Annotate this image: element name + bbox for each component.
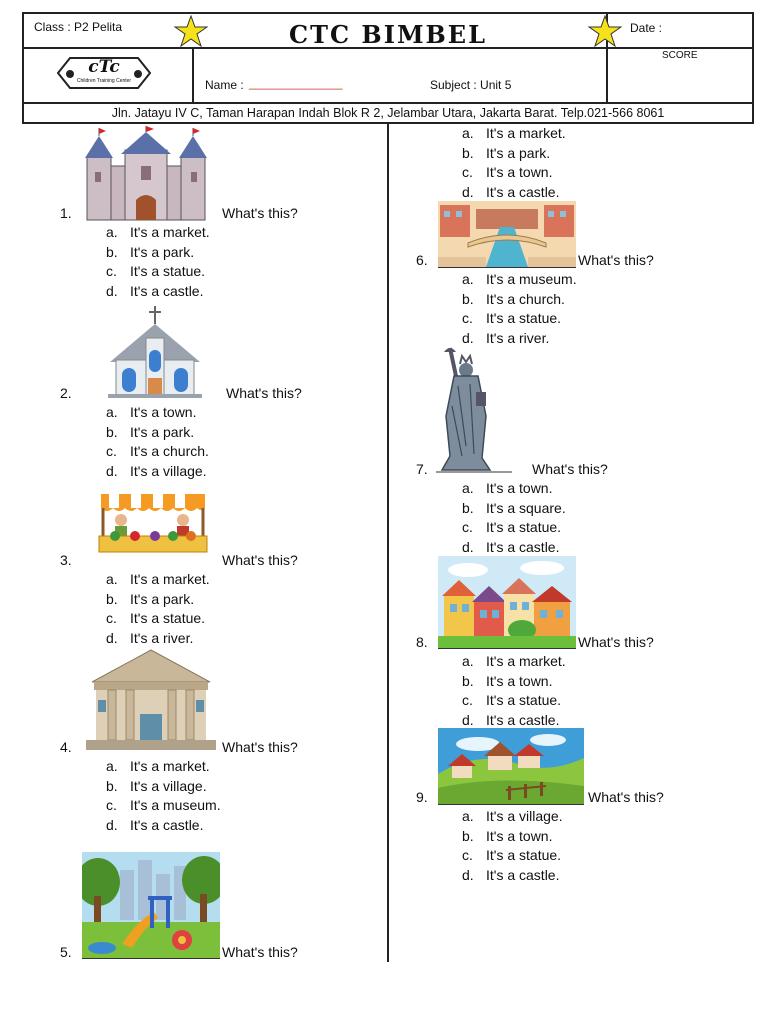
option-c[interactable]: c. It's a statue.	[106, 263, 206, 279]
option-d[interactable]: d. It's a castle.	[462, 538, 560, 555]
options-4	[106, 757, 221, 835]
option-a[interactable]: a. It's a museum.	[462, 271, 577, 287]
question-prompt: What's this?	[532, 461, 608, 477]
option-a[interactable]: a. It's a market.	[462, 125, 566, 141]
answer-underline	[82, 958, 220, 959]
question-prompt: What's this?	[588, 789, 664, 805]
river-icon	[438, 201, 576, 267]
option-b[interactable]: b. It's a square.	[462, 499, 566, 516]
castle-icon	[83, 126, 209, 222]
options-6	[462, 270, 577, 348]
option-b[interactable]: b. It's a park.	[106, 423, 195, 440]
option-c[interactable]: c. It's a church.	[106, 443, 209, 459]
option-a[interactable]: a. It's a market.	[106, 571, 210, 587]
option-d[interactable]: d. It's a castle.	[462, 866, 560, 883]
option-d[interactable]: d. It's a castle.	[462, 711, 560, 728]
option-c[interactable]: c. It's a statue.	[462, 847, 562, 863]
options-5	[462, 124, 566, 202]
option-d[interactable]: d. It's a castle.	[106, 282, 204, 299]
header-divider	[192, 47, 194, 102]
option-b[interactable]: b. It's a village.	[106, 777, 207, 794]
park-icon	[82, 852, 220, 958]
question-number: 2.	[60, 385, 72, 401]
question-prompt: What's this?	[226, 385, 302, 401]
answer-underline	[438, 267, 576, 268]
logo-subtitle: Children Training Center	[76, 78, 132, 84]
option-b[interactable]: b. It's a town.	[462, 827, 553, 844]
question-prompt: What's this?	[222, 552, 298, 568]
page-title: CTC BIMBEL	[289, 20, 487, 49]
option-a[interactable]: a. It's a town.	[462, 480, 553, 496]
museum-icon	[86, 648, 216, 750]
option-d[interactable]: d. It's a village.	[106, 462, 207, 479]
question-number: 3.	[60, 552, 72, 568]
option-a[interactable]: a. It's a market.	[106, 224, 210, 240]
option-b[interactable]: b. It's a church.	[462, 290, 565, 307]
question-number: 5.	[60, 944, 72, 960]
question-prompt: What's this?	[578, 252, 654, 268]
question-number: 4.	[60, 739, 72, 755]
column-divider	[387, 124, 389, 962]
logo-text: cTc	[88, 57, 120, 77]
statue-icon	[436, 346, 512, 474]
worksheet-header	[22, 12, 754, 124]
name-field[interactable]: ______________	[249, 76, 343, 90]
question-number: 9.	[416, 789, 428, 805]
option-a[interactable]: a. It's a market.	[462, 653, 566, 669]
question-prompt: What's this?	[222, 205, 298, 221]
town-icon	[438, 556, 576, 648]
option-c[interactable]: c. It's a museum.	[106, 797, 221, 813]
option-d[interactable]: d. It's a river.	[106, 629, 194, 646]
question-prompt: What's this?	[578, 634, 654, 650]
option-a[interactable]: a. It's a town.	[106, 404, 197, 420]
subject-label: Subject : Unit 5	[430, 78, 512, 92]
option-c[interactable]: c. It's a statue.	[462, 310, 562, 326]
address-line: Jln. Jatayu IV C, Taman Harapan Indah Blok R 2, Jelambar Utara, Jakarta Barat. Telp.021-566 8061	[111, 106, 665, 120]
option-b[interactable]: b. It's a town.	[462, 672, 553, 689]
church-icon	[108, 306, 202, 398]
options-8	[462, 652, 566, 730]
question-number: 1.	[60, 205, 72, 221]
option-d[interactable]: d. It's a river.	[462, 329, 550, 346]
option-d[interactable]: d. It's a castle.	[106, 816, 204, 833]
option-c[interactable]: c. It's a statue.	[106, 610, 206, 626]
question-number: 6.	[416, 252, 428, 268]
option-c[interactable]: c. It's a statue.	[462, 519, 562, 535]
question-prompt: What's this?	[222, 739, 298, 755]
option-c[interactable]: c. It's a statue.	[462, 692, 562, 708]
option-d[interactable]: d. It's a castle.	[462, 183, 560, 200]
options-9	[462, 807, 563, 885]
question-prompt: What's this?	[222, 944, 298, 960]
star-icon	[588, 15, 622, 47]
answer-underline	[438, 804, 584, 805]
option-b[interactable]: b. It's a park.	[462, 144, 551, 161]
class-label: Class : P2 Pelita	[34, 20, 123, 34]
options-2	[106, 403, 209, 481]
question-number: 8.	[416, 634, 428, 650]
option-a[interactable]: a. It's a market.	[106, 758, 210, 774]
option-b[interactable]: b. It's a park.	[106, 243, 195, 260]
name-label: Name :	[205, 78, 244, 92]
village-icon	[438, 728, 584, 804]
option-b[interactable]: b. It's a park.	[106, 590, 195, 607]
header-divider	[24, 102, 752, 104]
date-label: Date :	[630, 21, 663, 35]
option-c[interactable]: c. It's a town.	[462, 164, 553, 180]
market-icon	[95, 486, 211, 554]
options-1	[106, 223, 210, 301]
answer-underline	[438, 648, 576, 649]
question-number: 7.	[416, 461, 428, 477]
options-7	[462, 479, 566, 557]
option-a[interactable]: a. It's a village.	[462, 808, 563, 824]
score-label: SCORE	[662, 50, 698, 61]
logo	[56, 56, 152, 90]
options-3	[106, 570, 210, 648]
